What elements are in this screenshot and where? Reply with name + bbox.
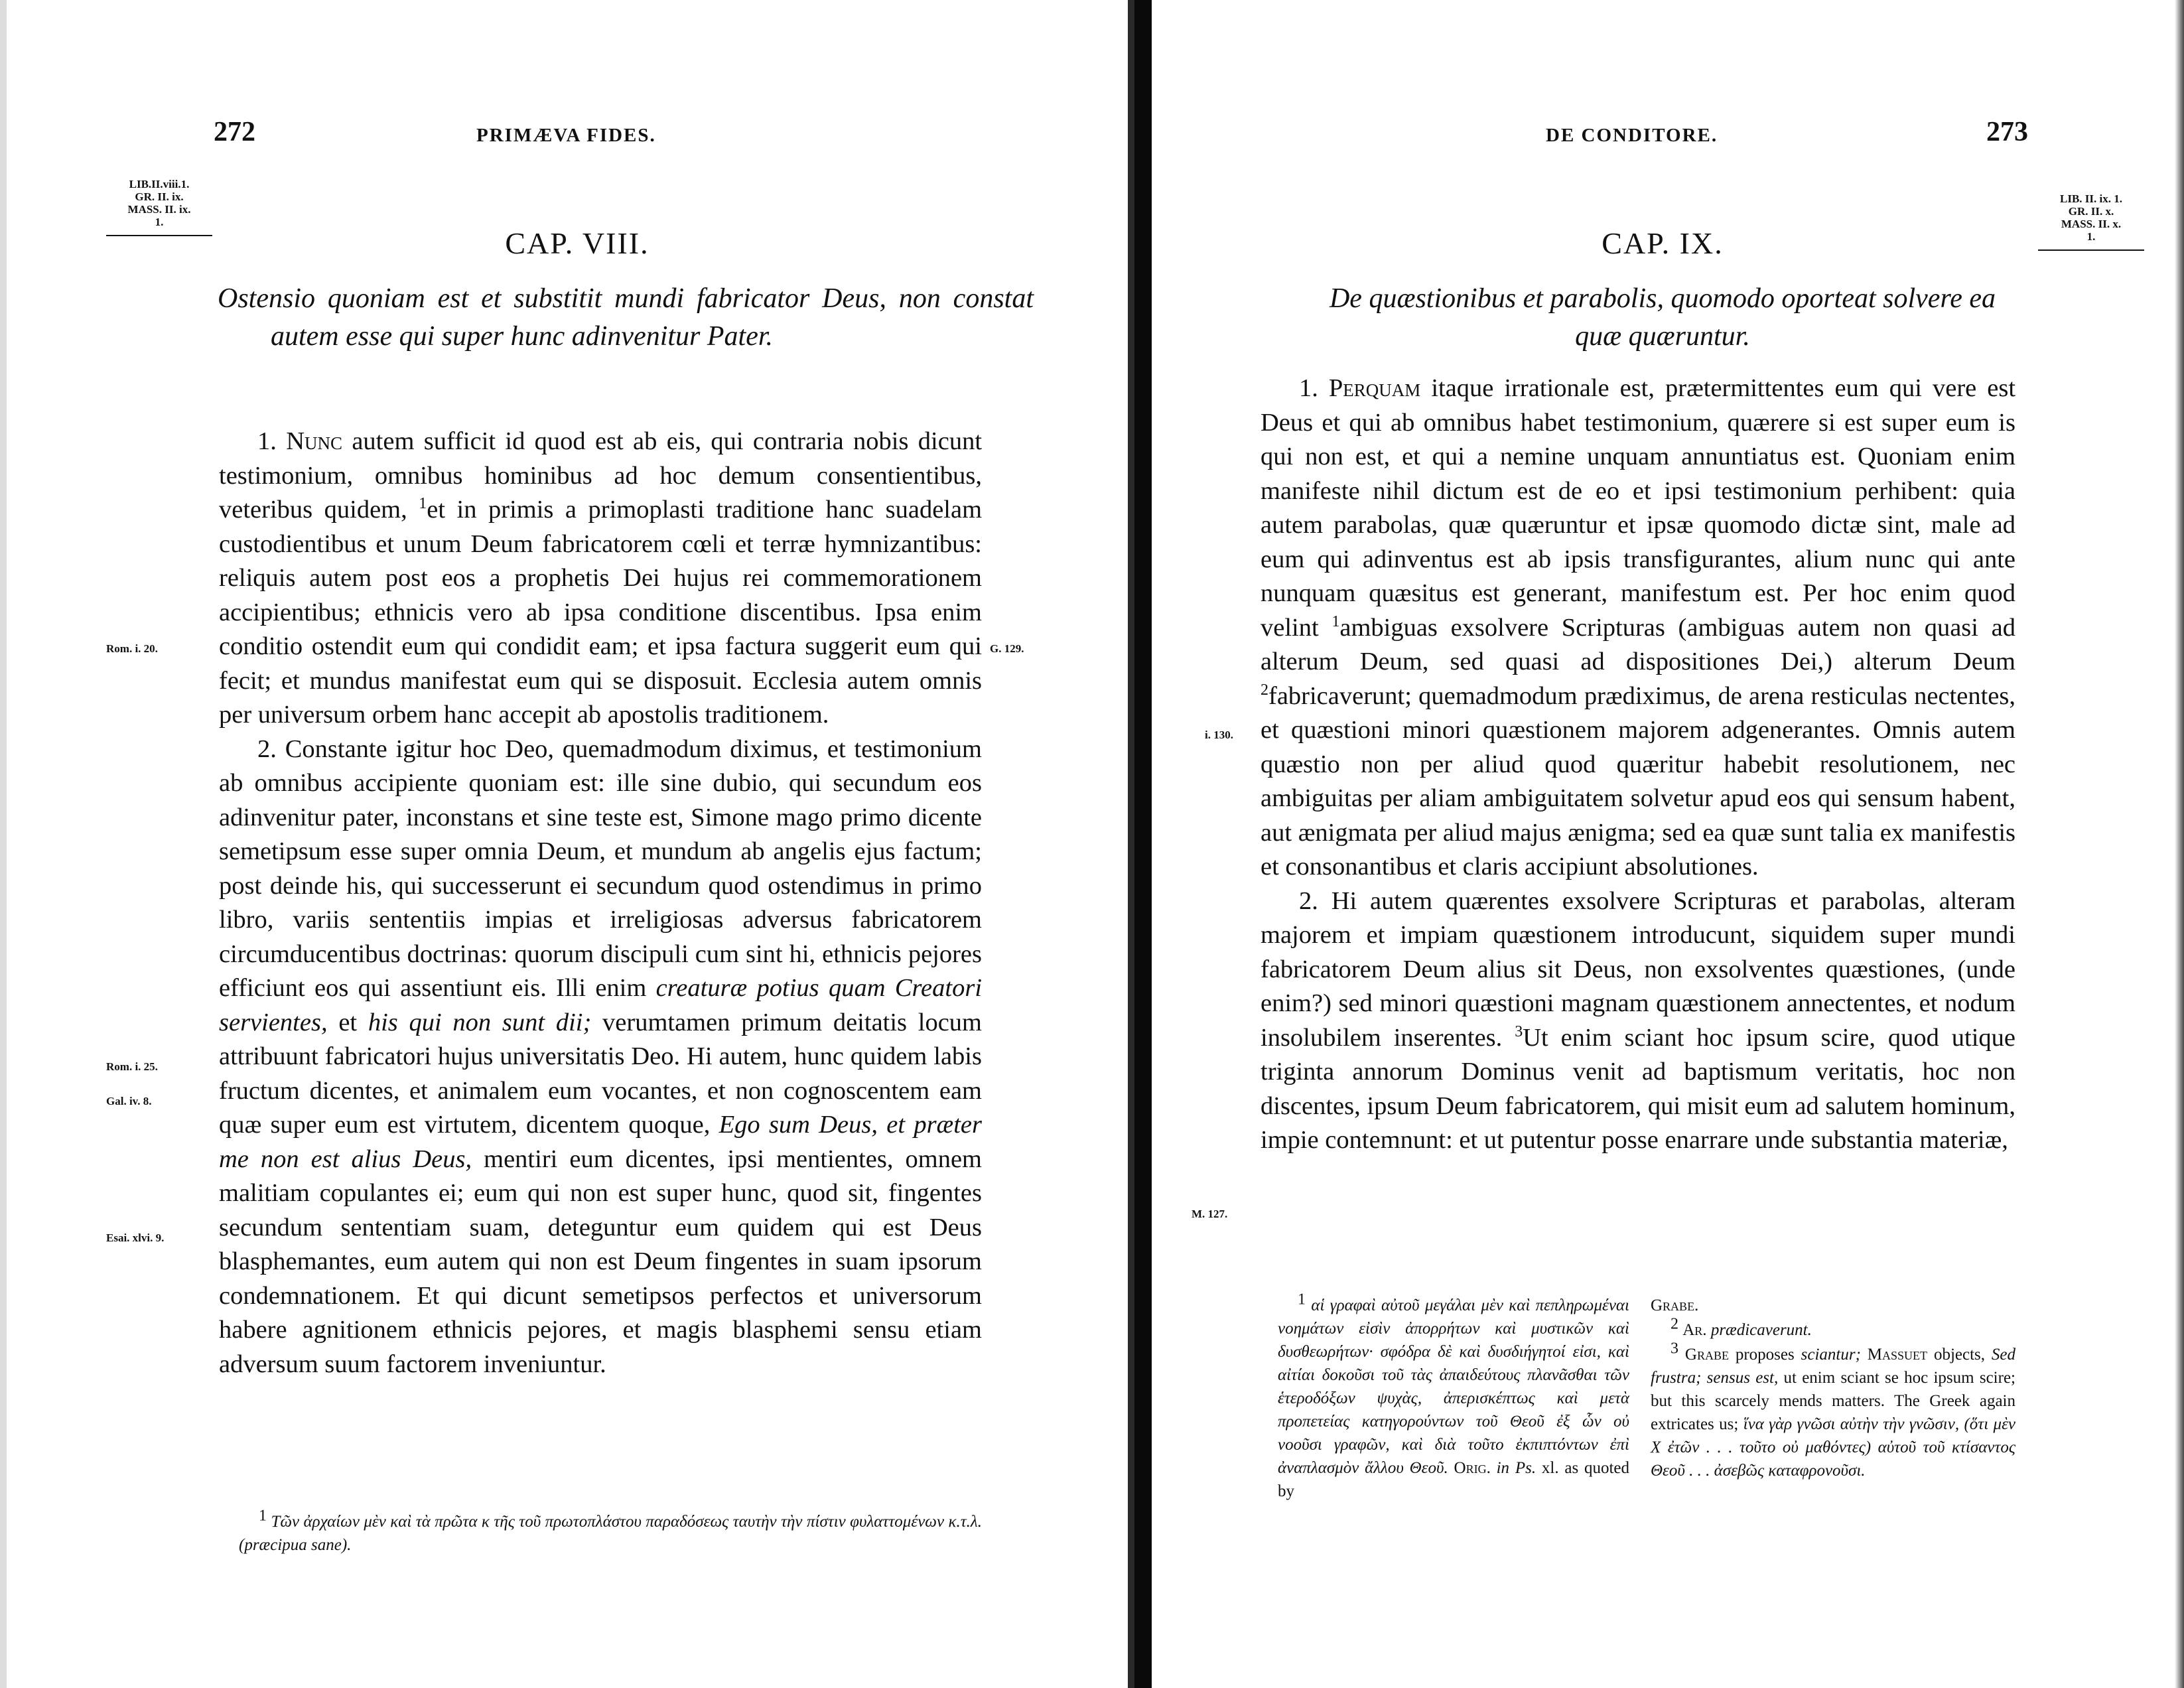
paragraph-text: Hi autem quærentes exsolvere Scripturas et parabolas, alteram majorem et impiam quæstionem introducunt, siquidem super mundi fabricatorem Deum alius sit Deus, non exsolventes quæstiones, (unde enim?) sed minori quæstioni magnam quæstionem annectentes, et nodum insolubilem inserentes. (1261, 886, 2015, 1052)
footnote-source: Massuet (1867, 1346, 1928, 1364)
margin-ref-line: 1. (155, 216, 164, 228)
paragraph-number: 2. (1299, 886, 1318, 915)
side-note: M. 127. (1192, 1208, 1228, 1220)
paragraph-text: autem sufficit id quod est ab eis, qui contraria nobis dicunt testimonium, omnibus hominibus ad hoc demum consentientibus, veteribus quidem, (219, 427, 983, 524)
side-note: Gal. iv. 8. (106, 1095, 152, 1107)
footnote-latin: prædicaverunt. (1710, 1321, 1812, 1339)
margin-reference (106, 178, 212, 236)
footnote-source: Grabe. (1651, 1297, 1699, 1314)
chapter-heading: CAP. VIII. (505, 226, 649, 260)
lead-word: Perquam (1328, 374, 1421, 402)
footnote-latin: (præcipua sane). (239, 1536, 352, 1554)
footnote-text (1651, 1294, 2015, 1317)
scripture-quote: Ego sum Deus, et præter me non est alius Deus, (219, 1111, 982, 1173)
running-head: DE CONDITORE. (1546, 125, 1718, 146)
greek-text: αἱ γραφαὶ αὐτοῦ μεγάλαι μὲν καὶ πεπληρωμέναι νοημάτων εἰσὶν ἀπορρήτων καὶ μυστικῶν καὶ δυσθεωρήτων· σφόδρα δὲ καὶ δυσδιήγητοί εἰσι, καὶ αἰτίαι δοκοῦσι τοῦ τὰς ἀπαιδεύτους πλανᾶσθαι τῶν ἑτεροδόξων ψυχὰς, ἀπερισκέπτως καὶ μετὰ προπετείας κατηγορούντων τοῦ Θεοῦ ἐξ ὧν οὐ νοοῦσι γραφῶν, καὶ διὰ τοῦτο ἐκπιπτόντων ἐπὶ ἀναπλασμὸν ἄλλου Θεοῦ. (1278, 1297, 1630, 1477)
footnote-text (1651, 1340, 2016, 1482)
body-text (1261, 372, 2015, 1158)
margin-ref-line: LIB. II. ix. 1. (2060, 192, 2122, 205)
book-gutter (1128, 0, 1152, 1688)
paragraph-text: Constante igitur hoc Deo, quemadmodum diximus, et testimonium ab omnibus accipiente quoniam est: ille sine dubio, qui secundum eos adinvenitur pater, inconstans et sine teste est, Simone mago primo dicente semetipsum esse super omnia Deum, et mundum ab angelis ejus factum; post deinde his, qui successerunt ei secundum quod ostendimus in primo libro, variis sententiis impias et irreligiosas adversus fabricatorem circumducentibus doctrinas: quorum discipuli cum sint hi, ethnicis pejores efficiunt eos qui assentiunt eis. Illi enim (219, 735, 982, 1002)
footnote-marker: 3 (1515, 1022, 1523, 1040)
paragraph-text: fabricaverunt; quemadmodum prædiximus, de arena resticulas nectentes, et quæstioni minori quæstionem majorem adgenerantes. Omnis autem quæstio non per aliud quod quæritur habebit resolutionem, nec ambiguitas per aliam ambiguitatem solvetur apud eos qui sensum habent, aut ænigmata per aliud majus ænigma; sed ea quæ sunt talia ex manifestis et consonantibus et claris accipiunt absolutiones. (1261, 681, 2015, 880)
footnote-marker: 1 (419, 495, 427, 513)
footnote (1651, 1294, 2015, 1484)
paragraph (219, 425, 982, 733)
page-number: 273 (1986, 117, 2028, 147)
footnote-text-run: objects, (1933, 1346, 1986, 1364)
right-page (1152, 0, 2184, 1688)
margin-ref-line: MASS. II. x. (2061, 218, 2122, 230)
page-edge (2175, 0, 2184, 1688)
footnote-number: 2 (1671, 1315, 1678, 1333)
paragraph-text: itaque irrationale est, prætermittentes eum qui vere est Deus et qui ab omnibus habet testimonium, quærere si est super eum is qui non est, et qui a nemine unquam annuntiatus est. Quoniam enim manifeste nihil dictum est de eo et ipsi testimonium perhibent: quia autem parabolas, quæ quæruntur et ipsæ quomodo dictæ sint, male ad eum qui adinventus est ab ipsis transfigurantes, alium nunc qui ante nunquam quæsitus est generant, manifestum est. Per hoc enim quod velint (1261, 374, 2016, 642)
paragraph-number: 2. (257, 735, 277, 763)
margin-reference (2038, 192, 2144, 251)
page-edge (0, 0, 7, 1688)
paragraph-text: et (338, 1008, 358, 1036)
footnote-number: 1 (259, 1507, 267, 1525)
footnote-text (239, 1507, 982, 1557)
lead-word: Nunc (286, 427, 343, 455)
side-note: Rom. i. 25. (106, 1060, 158, 1073)
margin-ref-line: 1. (2086, 230, 2096, 243)
scripture-quote: his qui non sunt dii; (368, 1008, 592, 1036)
footnote (1278, 1291, 1630, 1504)
paragraph-text: verumtamen primum deitatis locum attribuunt fabricatori hujus universitatis Deo. Hi autem, hunc quidem labis fructum dicentes, et animalem eum vocantes, et non cognoscentem eam quæ super eum est virtutem, dicentem quoque, (219, 1008, 982, 1139)
chapter-heading: CAP. IX. (1602, 226, 1724, 260)
footnote-marker: 1 (1331, 612, 1340, 630)
margin-ref-rule (106, 235, 212, 236)
paragraph-text: et in primis a primoplasti traditione hanc suadelam custodientibus et unum Deum fabricatorem cœli et terræ hymnizantibus: reliquis autem post eos a prophetis Dei hujus rei commemorationem accipientibus; ethnicis vero ab ipsa conditione discentibus. Ipsa enim conditio ostendit eum qui condidit eam; et ipsa factura suggerit eum qui fecit; et mundus manifestat eum qui se disposuit. Ecclesia autem omnis per universum orbem hanc accepit ab apostolis traditionem. (219, 496, 983, 729)
margin-ref-line: MASS. II. ix. (127, 203, 191, 216)
margin-ref-line: GR. II. x. (2068, 205, 2114, 218)
paragraph (219, 733, 982, 1382)
footnote-source: Ar. (1682, 1321, 1707, 1339)
footnote-number: 3 (1671, 1340, 1678, 1358)
side-note: Rom. i. 20. (106, 642, 158, 655)
paragraph-text: ambiguas exsolvere Scripturas (ambiguas autem non quasi ad alterum Deum, sed quasi ad dispositiones Dei,) alterum Deum (1261, 613, 2015, 675)
margin-ref-rule (2038, 249, 2144, 251)
side-note: i. 130. (1205, 729, 1233, 741)
footnote-source: xl. as quoted by (1278, 1459, 1629, 1500)
margin-ref-line: GR. II. ix. (135, 190, 184, 203)
footnote-source: in Ps. (1496, 1459, 1536, 1477)
chapter-title: De quæstionibus et parabolis, quomodo oporteat solvere ea quæ quæruntur. (1329, 283, 1996, 352)
paragraph-number: 1. (1299, 374, 1318, 402)
footnote-text (1278, 1291, 1630, 1503)
paragraph-text: Ut enim sciant hoc ipsum scire, quod utique triginta annorum Dominus venit ad baptismum veritatis, hoc non discentes, ipsum Deum fabricatorem, qui misit eum ad salutem hominum, impie contemnunt: et ut putentur posse enarrare unde substantia materiæ, (1261, 1023, 2016, 1154)
greek-text: Τῶν ἀρχαίων μὲν καὶ τὰ πρῶτα κ τῆς τοῦ πρωτοπλάστου παραδόσεως ταυτὴν τὴν πίστιν φυλαττομένων κ.τ.λ. (271, 1513, 982, 1531)
margin-ref-line: LIB.II.viii.1. (129, 178, 190, 190)
side-note: G. 129. (990, 642, 1024, 655)
footnote (239, 1507, 982, 1558)
scripture-quote: creaturæ potius quam Creatori servientes, (219, 974, 983, 1036)
page-number: 272 (214, 117, 255, 147)
footnote-source: Orig. (1454, 1459, 1491, 1477)
footnote-source: Grabe (1684, 1346, 1729, 1364)
footnote-marker: 2 (1261, 681, 1268, 699)
side-note: Esai. xlvi. 9. (106, 1231, 165, 1244)
footnote-text (1651, 1315, 2015, 1342)
chapter-title: Ostensio quoniam est et substitit mundi fabricator Deus, non constat autem esse qui super hunc adinvenitur Pater. (218, 283, 1034, 352)
footnote-text-run: ut enim sciant se hoc ipsum scire; but this scarcely mends matters. The Greek again extricates us; (1651, 1369, 2015, 1433)
footnote-text-run: proposes (1735, 1346, 1795, 1364)
footnote-latin: Sed frustra; sensus est, (1651, 1346, 2016, 1387)
footnote-number: 1 (1298, 1291, 1306, 1308)
paragraph (1261, 372, 2015, 884)
body-text (219, 425, 982, 1381)
paragraph-text: mentiri eum dicentes, ipsi mentientes, omnem malitiam copulantes ei; eum qui non est super hunc, quod sit, fingentes secundum sententiam suam, deteguntur eum quidem qui est Deus blasphemantes, eum autem qui non est Deum fingentes in suam ipsorum condemnationem. Et qui dicunt semetipsos perfectos et universorum habere agnitionem ethnicis pejores, et magis blasphemi sensu etiam adversum suum factorem inveniuntur. (219, 1145, 982, 1378)
paragraph-number: 1. (257, 427, 277, 455)
footnote-latin: sciantur; (1801, 1346, 1861, 1364)
paragraph (1261, 884, 2015, 1158)
greek-text: ἵνα γὰρ γνῶσι αὐτὴν τὴν γνῶσιν, (ὅτι μὲν Χ ἐτῶν . . . τοῦτο οὐ μαθόντες) αὐτοῦ τοῦ κτίσαντος Θεοῦ . . . ἀσεβῶς καταφρονοῦσι. (1651, 1415, 2016, 1480)
running-head: PRIMÆVA FIDES. (476, 125, 656, 146)
